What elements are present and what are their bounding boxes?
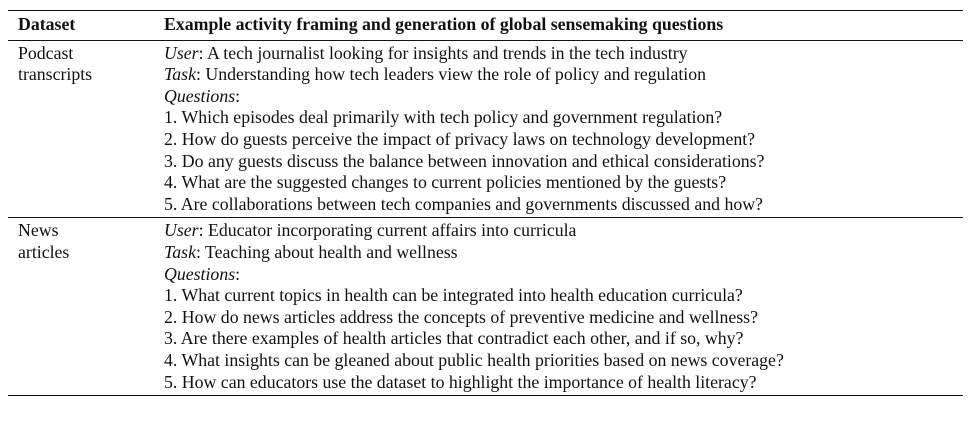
question-item: 2. How do news articles address the concepts of preventive medicine and wellness? bbox=[164, 306, 758, 327]
task-text: : Teaching about health and wellness bbox=[195, 241, 458, 262]
question-item: 4. What insights can be gleaned about public health priorities based on news coverage? bbox=[164, 349, 784, 370]
table-row bbox=[8, 218, 963, 396]
task-line bbox=[164, 242, 963, 264]
task-label: Task bbox=[164, 64, 196, 85]
table-header-row bbox=[8, 11, 963, 41]
dataset-name-line: articles bbox=[18, 241, 70, 262]
framing-cell bbox=[156, 40, 963, 218]
questions-colon: : bbox=[235, 263, 241, 284]
user-label: User bbox=[164, 42, 199, 63]
dataset-name-line: transcripts bbox=[18, 64, 93, 85]
dataset-name-line: Podcast bbox=[18, 42, 74, 63]
task-text: : Understanding how tech leaders view the role of policy and regulation bbox=[195, 64, 707, 85]
task-label: Task bbox=[164, 241, 196, 262]
sensemaking-questions-table bbox=[8, 10, 963, 396]
question-item: 5. Are collaborations between tech companies and governments discussed and how? bbox=[164, 193, 763, 214]
questions-label: Questions bbox=[164, 263, 236, 284]
question-item: 3. Are there examples of health articles that contradict each other, and if so, why? bbox=[164, 328, 744, 349]
dataset-cell bbox=[8, 40, 156, 218]
user-text: : Educator incorporating current affairs into curricula bbox=[198, 220, 577, 241]
questions-colon: : bbox=[235, 85, 241, 106]
questions-label: Questions bbox=[164, 85, 236, 106]
header-dataset: Dataset bbox=[18, 14, 76, 34]
dataset-name-line: News bbox=[18, 220, 59, 241]
user-text: : A tech journalist looking for insights and trends in the tech industry bbox=[198, 42, 688, 63]
user-line bbox=[164, 220, 963, 242]
question-item: 5. How can educators use the dataset to highlight the importance of health literacy? bbox=[164, 371, 757, 392]
dataset-cell bbox=[8, 218, 156, 396]
header-description: Example activity framing and generation of global sensemaking questions bbox=[164, 14, 724, 34]
question-item: 1. What current topics in health can be integrated into health education curricula? bbox=[164, 285, 743, 306]
question-item: 1. Which episodes deal primarily with tech policy and government regulation? bbox=[164, 107, 723, 128]
user-line bbox=[164, 43, 963, 65]
question-item: 4. What are the suggested changes to current policies mentioned by the guests? bbox=[164, 172, 727, 193]
table-row bbox=[8, 40, 963, 218]
questions-heading bbox=[164, 264, 963, 286]
task-line bbox=[164, 64, 963, 86]
questions-heading bbox=[164, 86, 963, 108]
question-item: 2. How do guests perceive the impact of privacy laws on technology development? bbox=[164, 128, 756, 149]
question-item: 3. Do any guests discuss the balance between innovation and ethical considerations? bbox=[164, 150, 765, 171]
user-label: User bbox=[164, 220, 199, 241]
framing-cell bbox=[156, 218, 963, 396]
